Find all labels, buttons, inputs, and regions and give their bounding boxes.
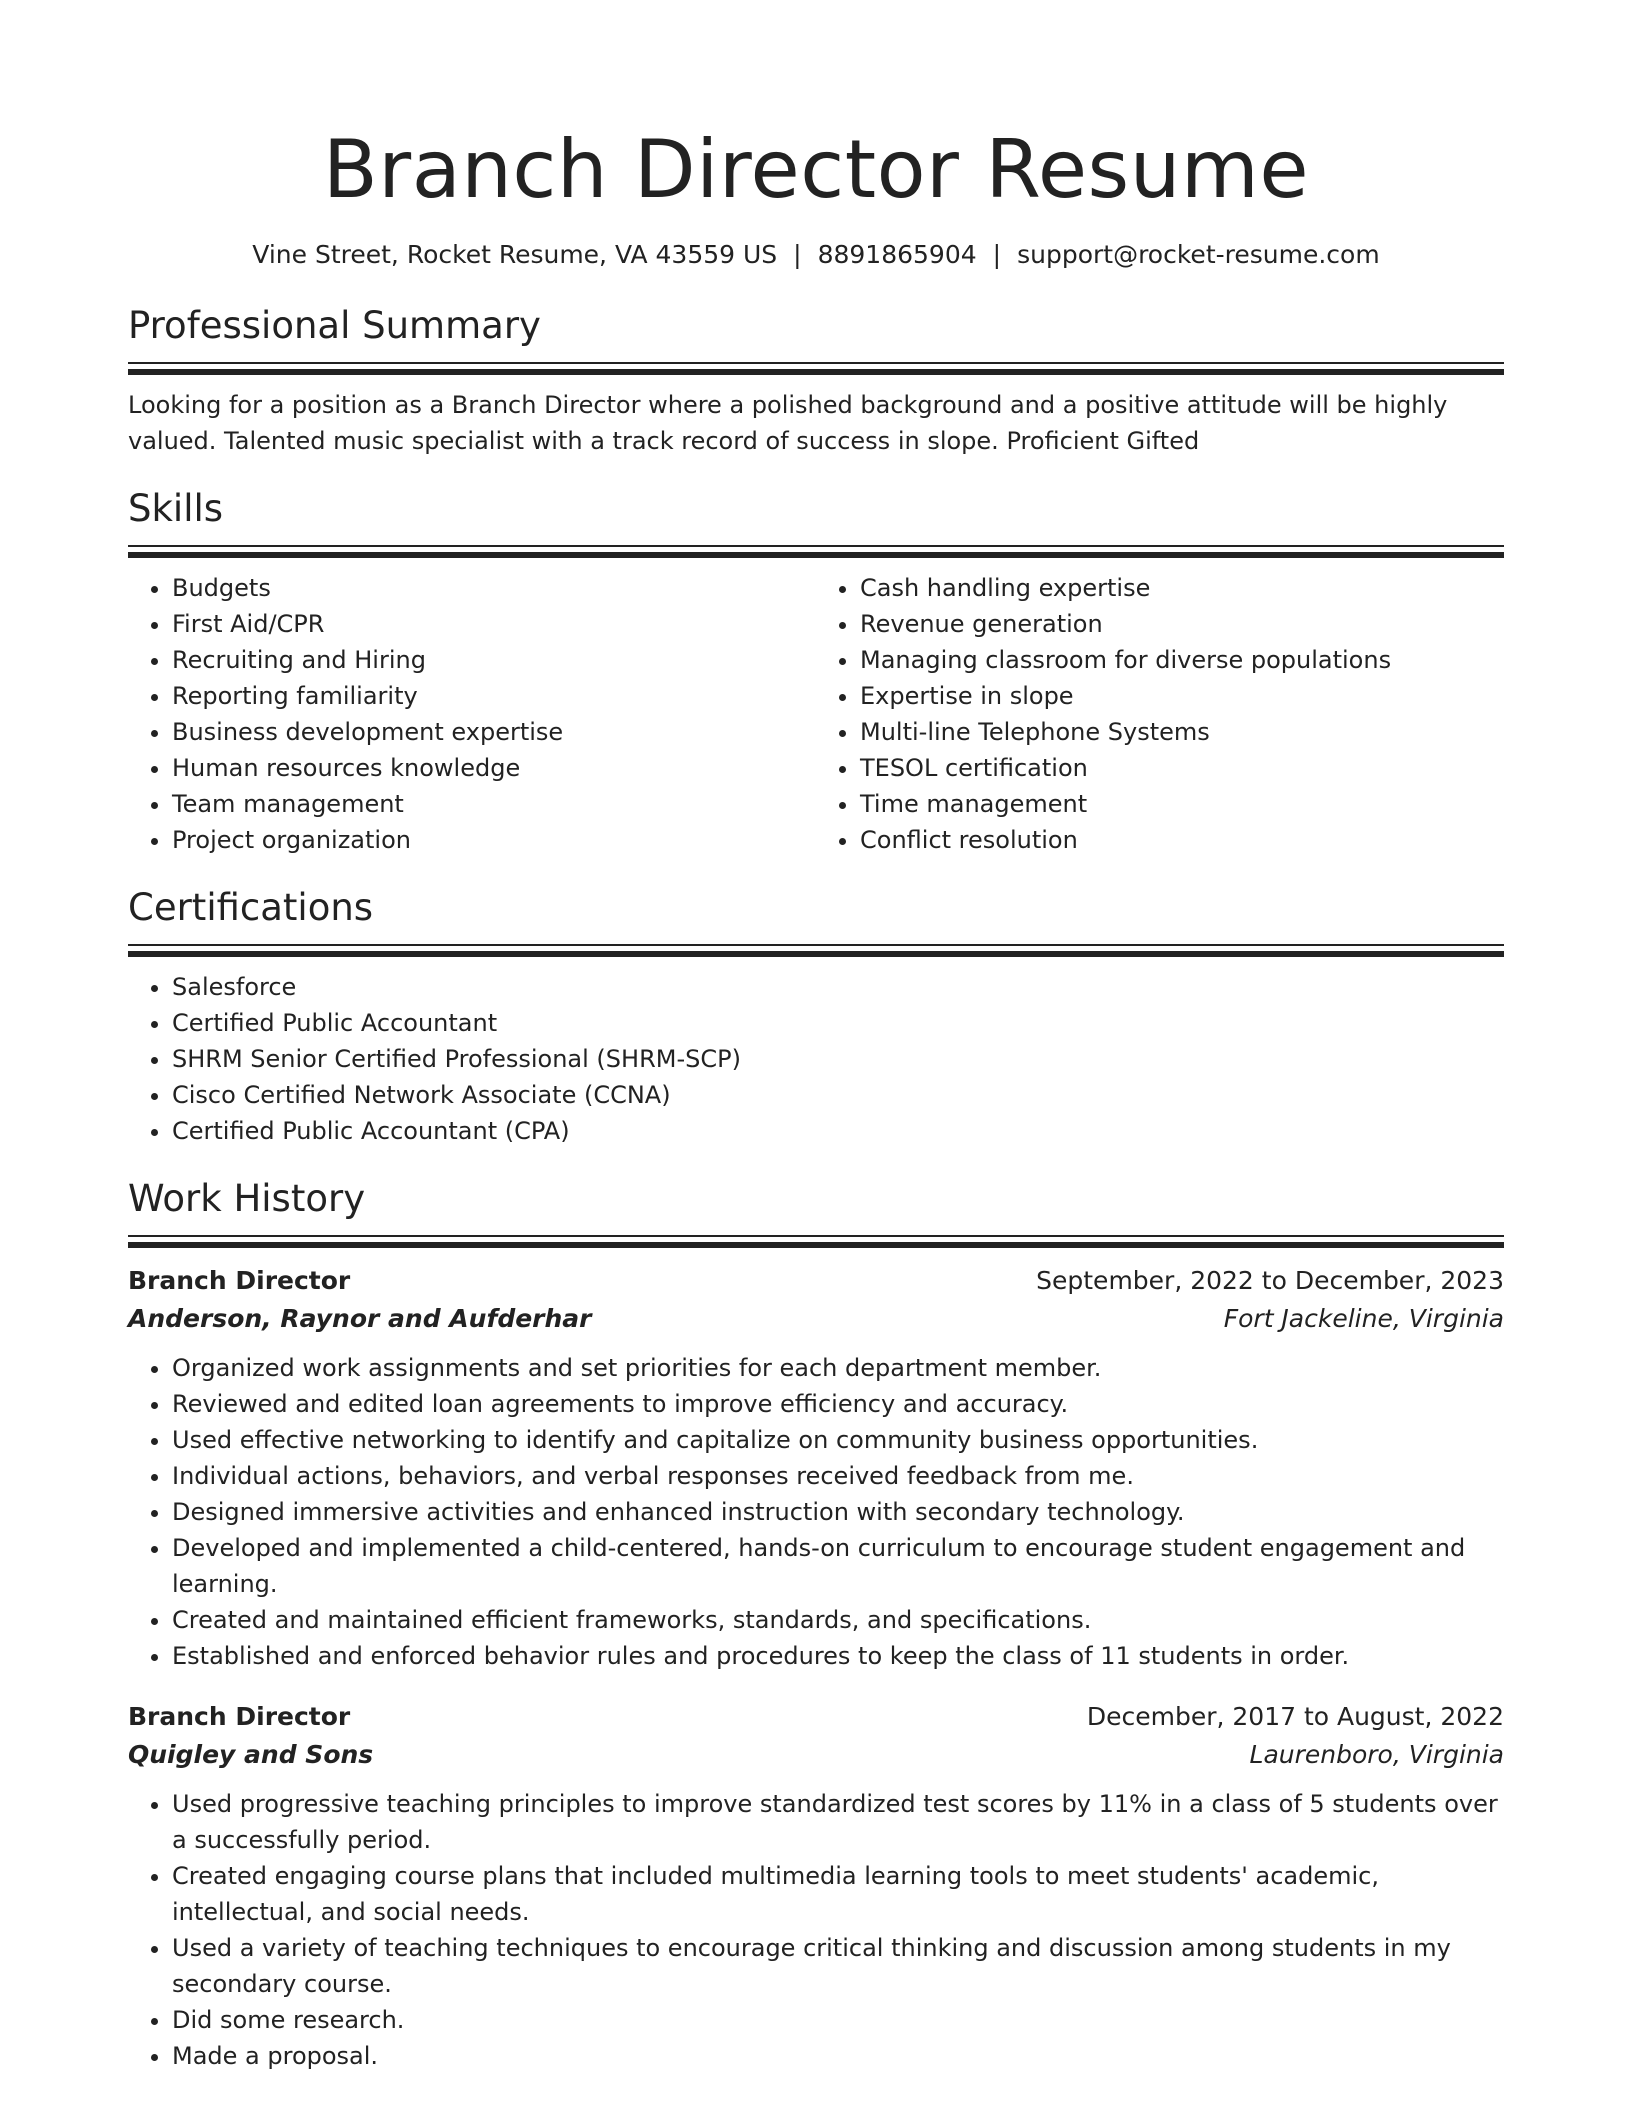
job-subheader bbox=[128, 1300, 1504, 1338]
skill-item: • Revenue generation bbox=[860, 606, 1504, 642]
job-bullet: • Created engaging course plans that included multimedia learning tools to meet students' academic, intellectual, and social needs. bbox=[172, 1858, 1504, 1930]
skill-item: • Conflict resolution bbox=[860, 822, 1504, 858]
job-bullet: • Developed and implemented a child-centered, hands-on curriculum to encourage student engagement and learning. bbox=[172, 1530, 1504, 1602]
job-title: Branch Director bbox=[128, 1266, 351, 1295]
contact-email: support@rocket-resume.com bbox=[1017, 240, 1380, 269]
job-bullets bbox=[128, 1786, 1504, 2074]
certification-item: • Cisco Certified Network Associate (CCNA) bbox=[172, 1077, 1504, 1113]
skill-item: • Time management bbox=[860, 786, 1504, 822]
work-history-heading: Work History bbox=[128, 1177, 366, 1220]
job-bullet: • Used effective networking to identify and capitalize on community business opportunities. bbox=[172, 1422, 1504, 1458]
skill-item: • Human resources knowledge bbox=[172, 750, 816, 786]
skill-item: • Reporting familiarity bbox=[172, 678, 816, 714]
job-location: Fort Jackeline, Virginia bbox=[1223, 1304, 1504, 1333]
skill-item: • Team management bbox=[172, 786, 816, 822]
section-divider-thick bbox=[128, 951, 1504, 957]
certification-item: • Certified Public Accountant (CPA) bbox=[172, 1113, 1504, 1149]
job-location: Laurenboro, Virginia bbox=[1249, 1740, 1504, 1769]
certification-item: • Salesforce bbox=[172, 969, 1504, 1005]
certifications-list bbox=[128, 969, 1504, 1149]
skill-item: • Business development expertise bbox=[172, 714, 816, 750]
section-divider bbox=[128, 944, 1504, 946]
job-bullet: • Made a proposal. bbox=[172, 2038, 1504, 2074]
section-divider bbox=[128, 545, 1504, 547]
certifications-heading: Certifications bbox=[128, 886, 374, 929]
skills-list-right bbox=[816, 570, 1504, 858]
contact-separator: | bbox=[793, 240, 802, 269]
job-bullet: • Did some research. bbox=[172, 2002, 1504, 2038]
skill-item: • Recruiting and Hiring bbox=[172, 642, 816, 678]
job-company: Quigley and Sons bbox=[128, 1740, 374, 1769]
job-entry bbox=[128, 1698, 1504, 2074]
certifications-section bbox=[128, 884, 1504, 1149]
job-bullet: • Organized work assignments and set priorities for each department member. bbox=[172, 1350, 1504, 1386]
skills-list-left bbox=[128, 570, 816, 858]
resume-page bbox=[128, 0, 1504, 2074]
job-bullet: • Used progressive teaching principles to improve standardized test scores by 11% in a class of 5 students over a successfully period. bbox=[172, 1786, 1504, 1858]
contact-address: Vine Street, Rocket Resume, VA 43559 US bbox=[252, 240, 778, 269]
job-dates: December, 2017 to August, 2022 bbox=[1086, 1702, 1504, 1731]
certification-item: • SHRM Senior Certified Professional (SHRM-SCP) bbox=[172, 1041, 1504, 1077]
job-bullet: • Reviewed and edited loan agreements to improve efficiency and accuracy. bbox=[172, 1386, 1504, 1422]
resume-title: Branch Director Resume bbox=[322, 123, 1310, 216]
job-bullet: • Used a variety of teaching techniques to encourage critical thinking and discussion among students in my secondary course. bbox=[172, 1930, 1504, 2002]
skills-section bbox=[128, 485, 1504, 858]
summary-text: Looking for a position as a Branch Director where a polished background and a positive attitude will be highly valued. Talented music specialist with a track record of success in slope. Proficient Gifted bbox=[128, 391, 1448, 455]
section-divider-thick bbox=[128, 552, 1504, 558]
certification-item: • Certified Public Accountant bbox=[172, 1005, 1504, 1041]
job-dates: September, 2022 to December, 2023 bbox=[1036, 1266, 1504, 1295]
job-bullet: • Individual actions, behaviors, and verbal responses received feedback from me. bbox=[172, 1458, 1504, 1494]
job-bullet: • Established and enforced behavior rules and procedures to keep the class of 11 students in order. bbox=[172, 1638, 1504, 1674]
skill-item: • Managing classroom for diverse populations bbox=[860, 642, 1504, 678]
skill-item: • First Aid/CPR bbox=[172, 606, 816, 642]
section-divider-thick bbox=[128, 369, 1504, 375]
section-divider-thick bbox=[128, 1242, 1504, 1248]
skill-item: • Project organization bbox=[172, 822, 816, 858]
job-subheader bbox=[128, 1736, 1504, 1774]
job-header bbox=[128, 1262, 1504, 1300]
contact-line bbox=[128, 238, 1504, 272]
summary-section bbox=[128, 302, 1504, 459]
skill-item: • Cash handling expertise bbox=[860, 570, 1504, 606]
section-divider bbox=[128, 1235, 1504, 1237]
job-bullet: • Created and maintained efficient frameworks, standards, and specifications. bbox=[172, 1602, 1504, 1638]
contact-separator: | bbox=[992, 240, 1002, 269]
job-entry bbox=[128, 1262, 1504, 1674]
contact-phone: 8891865904 bbox=[817, 240, 977, 269]
skills-columns bbox=[128, 570, 1504, 858]
job-company: Anderson, Raynor and Aufderhar bbox=[128, 1304, 592, 1333]
job-bullets bbox=[128, 1350, 1504, 1674]
work-history-section bbox=[128, 1175, 1504, 2074]
skill-item: • Multi-line Telephone Systems bbox=[860, 714, 1504, 750]
job-header bbox=[128, 1698, 1504, 1736]
section-divider bbox=[128, 362, 1504, 364]
job-title: Branch Director bbox=[128, 1702, 351, 1731]
skill-item: • TESOL certification bbox=[860, 750, 1504, 786]
skill-item: • Expertise in slope bbox=[860, 678, 1504, 714]
skill-item: • Budgets bbox=[172, 570, 816, 606]
job-bullet: • Designed immersive activities and enhanced instruction with secondary technology. bbox=[172, 1494, 1504, 1530]
skills-heading: Skills bbox=[128, 487, 224, 530]
summary-heading: Professional Summary bbox=[128, 304, 541, 347]
